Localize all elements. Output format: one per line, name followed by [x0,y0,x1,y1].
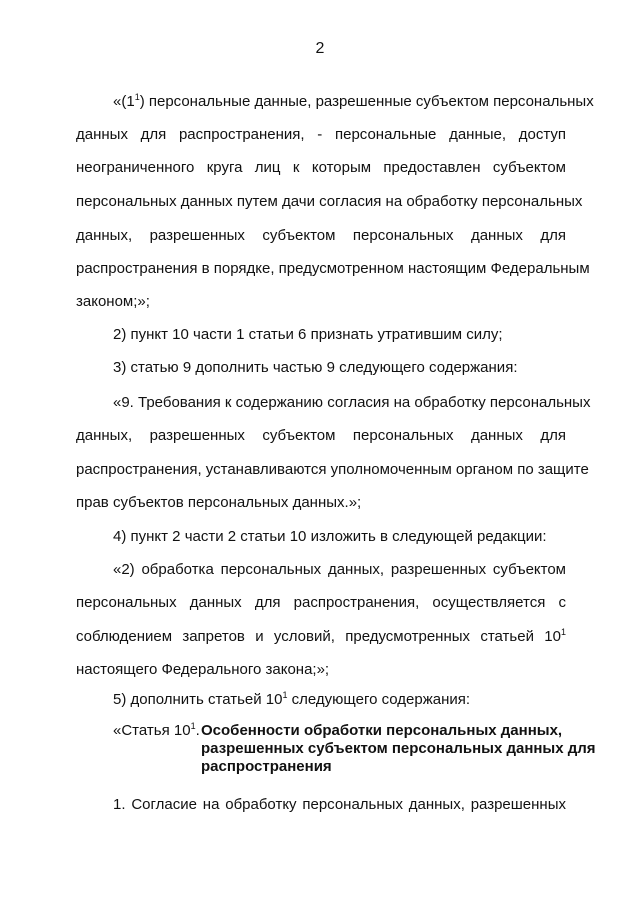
text-line: распространения, устанавливаются уполномоченным органом по защите [76,461,589,478]
text-line: данных, разрешенных субъектом персональных данных для [76,427,566,444]
text-line: законом;»; [76,293,150,310]
text-line: соблюдением запретов и условий, предусмотренных статьей $10^1$ [76,627,566,645]
text-line: распространения в порядке, предусмотренном настоящим Федеральным [76,260,590,277]
text-line: персональных данных для распространения, осуществляется с [76,594,566,611]
article-title [201,722,596,776]
text-line: персональных данных путем дачи согласия на обработку персональных [76,193,583,210]
article-label: «Статья $10^1$. [113,721,200,739]
text-line: 3) статью 9 дополнить частью 9 следующего содержания: [113,359,518,376]
text-line: «2) обработка персональных данных, разрешенных субъектом [113,561,566,578]
text-line: 2) пункт 10 части 1 статьи 6 признать утратившим силу; [113,326,503,343]
text-line: неограниченного круга лиц к которым предоставлен субъектом [76,159,566,176]
text-line: «9. Требования к содержанию согласия на обработку персональных [113,394,591,411]
page-number: 2 [315,40,325,57]
text-line: данных, разрешенных субъектом персональных данных для [76,227,566,244]
article-title-line: Особенности обработки персональных данных, [201,722,563,739]
text-line: настоящего Федерального закона;»; [76,661,330,678]
article-title-line: распространения [201,758,332,775]
text-line: 5) дополнить статьей $10^1$ следующего содержания: [113,690,471,708]
text-line: данных для распространения, - персональные данные, доступ [76,126,566,143]
text-line: 4) пункт 2 части 2 статьи 10 изложить в следующей редакции: [113,528,547,545]
text-line: 1. Согласие на обработку персональных данных, разрешенных [113,796,566,813]
text-line: «$(1^1)$ персональные данные, разрешенные субъектом персональных [113,92,594,110]
article-title-line: разрешенных субъектом персональных данных для [201,740,596,757]
text-line: прав субъектов персональных данных.»; [76,494,362,511]
